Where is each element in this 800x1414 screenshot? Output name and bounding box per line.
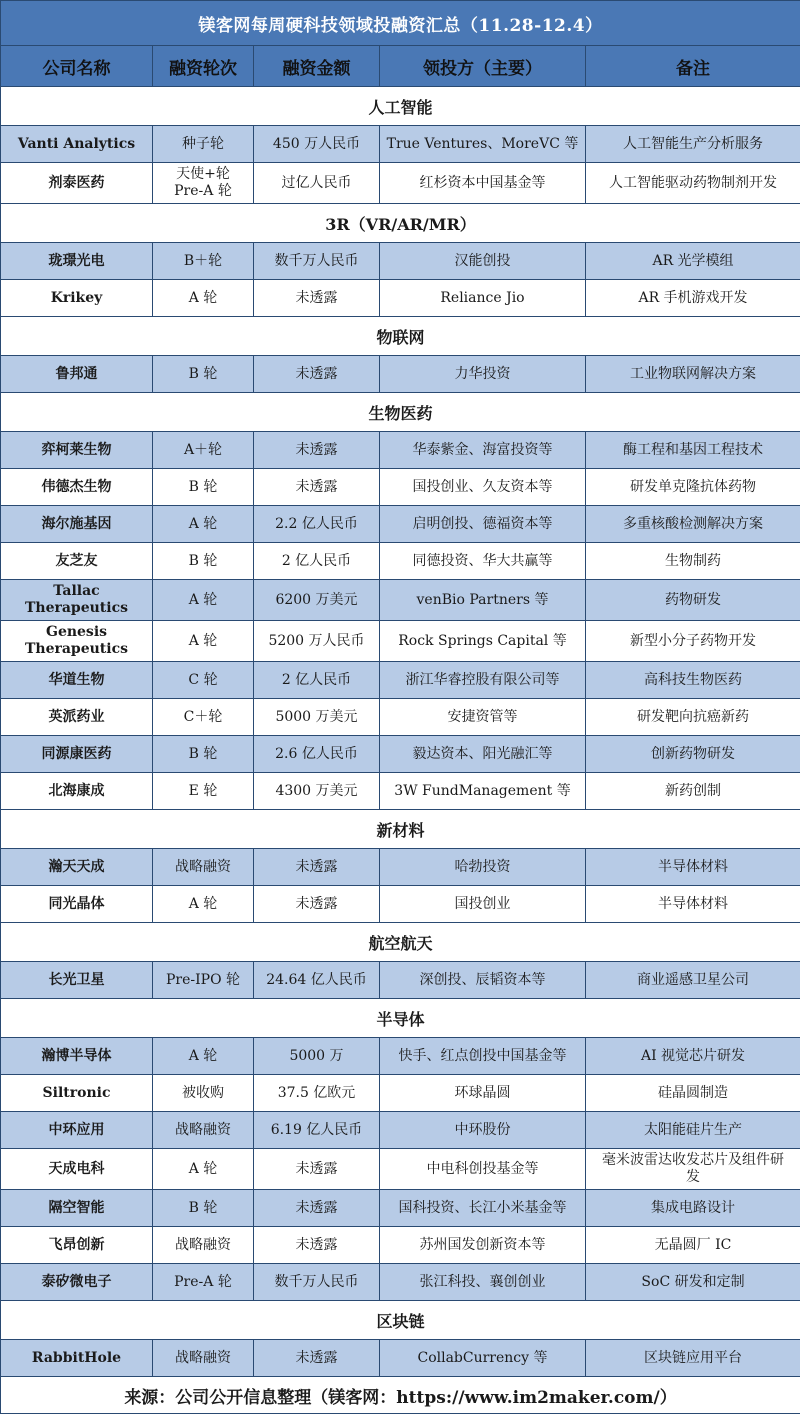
table-row <box>1 506 800 543</box>
cell-investor: 毅达资本、阳光融汇等 <box>380 736 586 773</box>
cell-amount: 未透露 <box>254 356 380 393</box>
cell-round: A 轮 <box>153 1038 254 1075</box>
header-investor: 领投方（主要） <box>380 46 586 87</box>
cell-company: 瀚博半导体 <box>1 1038 153 1075</box>
section-title: 人工智能 <box>1 87 800 126</box>
section-row <box>1 317 800 356</box>
cell-note: 创新药物研发 <box>586 736 800 773</box>
cell-company: 隔空智能 <box>1 1190 153 1227</box>
cell-note: 集成电路设计 <box>586 1190 800 1227</box>
cell-investor: True Ventures、MoreVC 等 <box>380 126 586 163</box>
table-row <box>1 1075 800 1112</box>
cell-amount: 未透露 <box>254 1340 380 1377</box>
cell-round: A 轮 <box>153 621 254 662</box>
cell-round: A 轮 <box>153 1149 254 1190</box>
cell-investor: 环球晶圆 <box>380 1075 586 1112</box>
table-row <box>1 773 800 810</box>
footer-row <box>1 1377 800 1414</box>
section-row <box>1 923 800 962</box>
section-row <box>1 87 800 126</box>
cell-company: 友芝友 <box>1 543 153 580</box>
cell-investor: CollabCurrency 等 <box>380 1340 586 1377</box>
cell-investor: 苏州国发创新资本等 <box>380 1227 586 1264</box>
cell-investor: Rock Springs Capital 等 <box>380 621 586 662</box>
cell-investor: Reliance Jio <box>380 280 586 317</box>
cell-company: 海尔施基因 <box>1 506 153 543</box>
cell-investor: 安捷资管等 <box>380 699 586 736</box>
header-amount: 融资金额 <box>254 46 380 87</box>
section-row <box>1 204 800 243</box>
section-title: 新材料 <box>1 810 800 849</box>
source-note: 来源：公司公开信息整理（镁客网：https://www.im2maker.com/） <box>1 1377 800 1414</box>
cell-amount: 4300 万美元 <box>254 773 380 810</box>
cell-note: AI 视觉芯片研发 <box>586 1038 800 1075</box>
table-row <box>1 126 800 163</box>
section-title: 半导体 <box>1 999 800 1038</box>
cell-amount: 未透露 <box>254 849 380 886</box>
table-row <box>1 1190 800 1227</box>
cell-note: 商业遥感卫星公司 <box>586 962 800 999</box>
cell-round: B 轮 <box>153 356 254 393</box>
cell-round: C 轮 <box>153 662 254 699</box>
table-row <box>1 163 800 204</box>
section-title: 生物医药 <box>1 393 800 432</box>
cell-investor: 中电科创投基金等 <box>380 1149 586 1190</box>
cell-investor: 中环股份 <box>380 1112 586 1149</box>
table-row <box>1 1038 800 1075</box>
cell-company: Siltronic <box>1 1075 153 1112</box>
cell-company: Vanti Analytics <box>1 126 153 163</box>
cell-note: 酶工程和基因工程技术 <box>586 432 800 469</box>
cell-investor: 同德投资、华大共赢等 <box>380 543 586 580</box>
cell-amount: 2 亿人民币 <box>254 543 380 580</box>
cell-company: 珑璟光电 <box>1 243 153 280</box>
cell-investor: 张江科投、襄创创业 <box>380 1264 586 1301</box>
table-row <box>1 1227 800 1264</box>
cell-round: B＋轮 <box>153 243 254 280</box>
cell-company: 同源康医药 <box>1 736 153 773</box>
cell-amount: 2 亿人民币 <box>254 662 380 699</box>
cell-company: 剂泰医药 <box>1 163 153 204</box>
cell-amount: 37.5 亿欧元 <box>254 1075 380 1112</box>
title-row <box>1 1 800 46</box>
cell-note: AR 手机游戏开发 <box>586 280 800 317</box>
table-row <box>1 699 800 736</box>
table-row <box>1 1264 800 1301</box>
cell-company: 鲁邦通 <box>1 356 153 393</box>
cell-amount: 未透露 <box>254 432 380 469</box>
cell-company: 伟德杰生物 <box>1 469 153 506</box>
cell-company: 英派药业 <box>1 699 153 736</box>
cell-amount: 数千万人民币 <box>254 243 380 280</box>
cell-note: 无晶圆厂 IC <box>586 1227 800 1264</box>
table-row <box>1 243 800 280</box>
cell-round: 战略融资 <box>153 849 254 886</box>
section-title: 物联网 <box>1 317 800 356</box>
cell-company: 瀚天天成 <box>1 849 153 886</box>
cell-amount: 过亿人民币 <box>254 163 380 204</box>
cell-company: 北海康成 <box>1 773 153 810</box>
cell-round: A 轮 <box>153 580 254 621</box>
table-row <box>1 736 800 773</box>
table-row <box>1 849 800 886</box>
cell-round: B 轮 <box>153 469 254 506</box>
section-row <box>1 810 800 849</box>
cell-amount: 2.2 亿人民币 <box>254 506 380 543</box>
cell-note: 研发单克隆抗体药物 <box>586 469 800 506</box>
header-round: 融资轮次 <box>153 46 254 87</box>
cell-investor: 红杉资本中国基金等 <box>380 163 586 204</box>
cell-investor: 快手、红点创投中国基金等 <box>380 1038 586 1075</box>
header-row <box>1 46 800 87</box>
cell-round: 战略融资 <box>153 1340 254 1377</box>
cell-amount: 未透露 <box>254 1190 380 1227</box>
cell-note: 人工智能生产分析服务 <box>586 126 800 163</box>
cell-amount: 24.64 亿人民币 <box>254 962 380 999</box>
table-row <box>1 280 800 317</box>
cell-round: E 轮 <box>153 773 254 810</box>
cell-round: A 轮 <box>153 506 254 543</box>
cell-company: Tallac Therapeutics <box>1 580 153 621</box>
cell-amount: 未透露 <box>254 1227 380 1264</box>
cell-company: 天成电科 <box>1 1149 153 1190</box>
cell-note: 高科技生物医药 <box>586 662 800 699</box>
cell-note: 研发靶向抗癌新药 <box>586 699 800 736</box>
cell-round: 战略融资 <box>153 1227 254 1264</box>
cell-company: 华道生物 <box>1 662 153 699</box>
table-row <box>1 432 800 469</box>
cell-note: 多重核酸检测解决方案 <box>586 506 800 543</box>
table-row <box>1 962 800 999</box>
cell-investor: 力华投资 <box>380 356 586 393</box>
table-row <box>1 356 800 393</box>
cell-round: A 轮 <box>153 886 254 923</box>
cell-round: 天使+轮 Pre-A 轮 <box>153 163 254 204</box>
cell-amount: 未透露 <box>254 280 380 317</box>
section-title: 航空航天 <box>1 923 800 962</box>
section-title: 3R（VR/AR/MR） <box>1 204 800 243</box>
cell-note: SoC 研发和定制 <box>586 1264 800 1301</box>
section-row <box>1 1301 800 1340</box>
cell-amount: 数千万人民币 <box>254 1264 380 1301</box>
cell-amount: 450 万人民币 <box>254 126 380 163</box>
cell-amount: 6.19 亿人民币 <box>254 1112 380 1149</box>
table-row <box>1 543 800 580</box>
cell-note: 半导体材料 <box>586 849 800 886</box>
header-company: 公司名称 <box>1 46 153 87</box>
table-row <box>1 469 800 506</box>
header-note: 备注 <box>586 46 800 87</box>
table-row <box>1 886 800 923</box>
cell-amount: 5000 万美元 <box>254 699 380 736</box>
cell-company: RabbitHole <box>1 1340 153 1377</box>
cell-round: B 轮 <box>153 736 254 773</box>
cell-round: Pre-IPO 轮 <box>153 962 254 999</box>
cell-round: B 轮 <box>153 1190 254 1227</box>
cell-amount: 6200 万美元 <box>254 580 380 621</box>
cell-investor: 汉能创投 <box>380 243 586 280</box>
cell-company: Krikey <box>1 280 153 317</box>
cell-round: 被收购 <box>153 1075 254 1112</box>
table-row <box>1 1149 800 1190</box>
cell-company: 同光晶体 <box>1 886 153 923</box>
cell-note: 太阳能硅片生产 <box>586 1112 800 1149</box>
section-row <box>1 999 800 1038</box>
table-row <box>1 1112 800 1149</box>
cell-note: 药物研发 <box>586 580 800 621</box>
cell-round: 种子轮 <box>153 126 254 163</box>
cell-investor: 深创投、辰韬资本等 <box>380 962 586 999</box>
table-row <box>1 1340 800 1377</box>
cell-note: 新型小分子药物开发 <box>586 621 800 662</box>
cell-company: 飞昂创新 <box>1 1227 153 1264</box>
cell-company: 泰矽微电子 <box>1 1264 153 1301</box>
cell-amount: 2.6 亿人民币 <box>254 736 380 773</box>
cell-investor: 国投创业、久友资本等 <box>380 469 586 506</box>
cell-note: 硅晶圆制造 <box>586 1075 800 1112</box>
cell-investor: 华泰紫金、海富投资等 <box>380 432 586 469</box>
cell-amount: 未透露 <box>254 886 380 923</box>
table-row <box>1 662 800 699</box>
section-title: 区块链 <box>1 1301 800 1340</box>
cell-round: A＋轮 <box>153 432 254 469</box>
cell-company: Genesis Therapeutics <box>1 621 153 662</box>
cell-investor: 浙江华睿控股有限公司等 <box>380 662 586 699</box>
cell-amount: 未透露 <box>254 1149 380 1190</box>
cell-amount: 未透露 <box>254 469 380 506</box>
section-row <box>1 393 800 432</box>
table-row <box>1 580 800 621</box>
cell-note: 生物制药 <box>586 543 800 580</box>
table-title: 镁客网每周硬科技领域投融资汇总（11.28-12.4） <box>1 1 800 46</box>
cell-note: AR 光学模组 <box>586 243 800 280</box>
cell-investor: 哈勃投资 <box>380 849 586 886</box>
table-row <box>1 621 800 662</box>
cell-investor: 国投创业 <box>380 886 586 923</box>
cell-note: 工业物联网解决方案 <box>586 356 800 393</box>
cell-amount: 5200 万人民币 <box>254 621 380 662</box>
cell-company: 弈柯莱生物 <box>1 432 153 469</box>
cell-round: C＋轮 <box>153 699 254 736</box>
cell-round: A 轮 <box>153 280 254 317</box>
cell-round: B 轮 <box>153 543 254 580</box>
cell-note: 毫米波雷达收发芯片及组件研 发 <box>586 1149 800 1190</box>
cell-round: 战略融资 <box>153 1112 254 1149</box>
cell-note: 人工智能驱动药物制剂开发 <box>586 163 800 204</box>
cell-note: 半导体材料 <box>586 886 800 923</box>
cell-investor: venBio Partners 等 <box>380 580 586 621</box>
cell-note: 区块链应用平台 <box>586 1340 800 1377</box>
cell-round: Pre-A 轮 <box>153 1264 254 1301</box>
cell-company: 中环应用 <box>1 1112 153 1149</box>
cell-investor: 3W FundManagement 等 <box>380 773 586 810</box>
cell-company: 长光卫星 <box>1 962 153 999</box>
cell-investor: 启明创投、德福资本等 <box>380 506 586 543</box>
cell-investor: 国科投资、长江小米基金等 <box>380 1190 586 1227</box>
cell-amount: 5000 万 <box>254 1038 380 1075</box>
cell-note: 新药创制 <box>586 773 800 810</box>
